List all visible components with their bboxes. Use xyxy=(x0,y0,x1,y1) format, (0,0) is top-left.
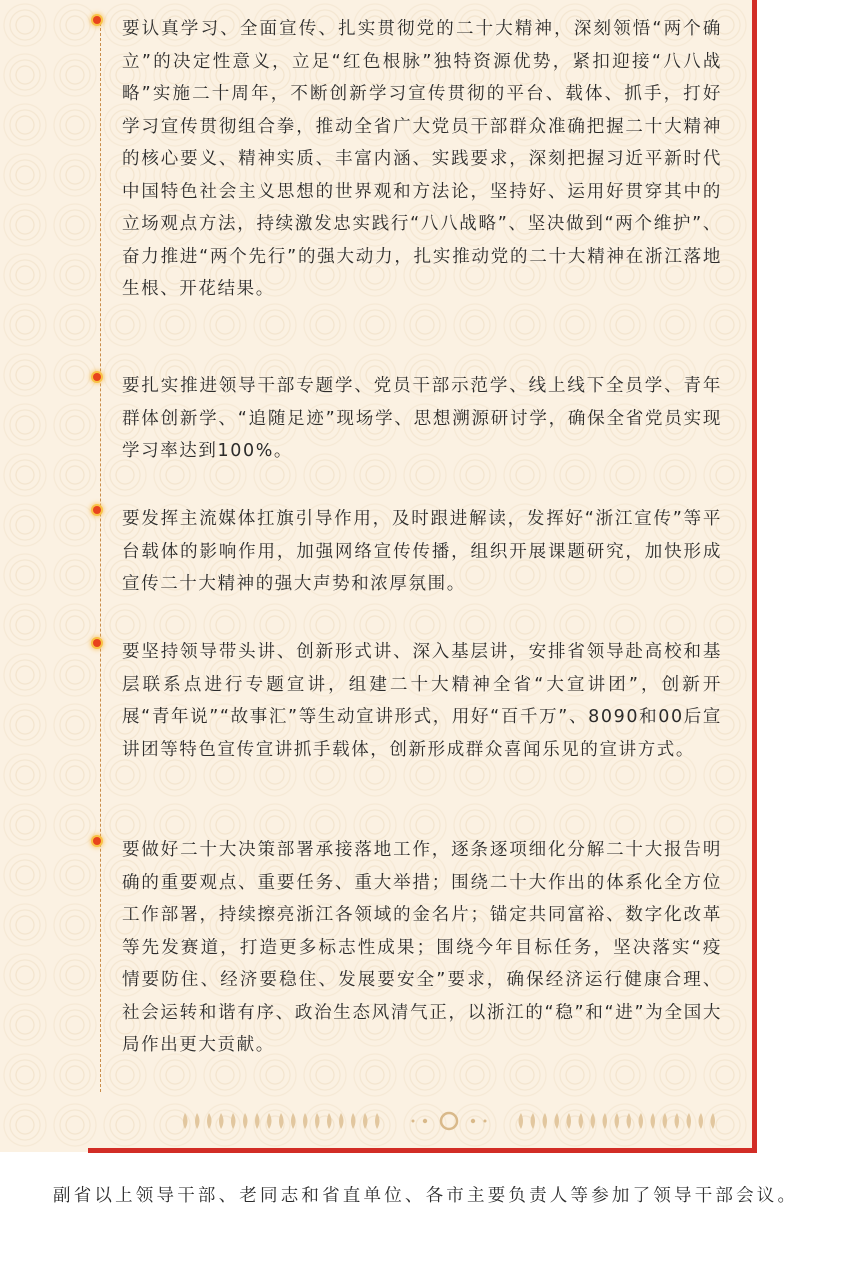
item-text: 要扎实推进领导干部专题学、党员干部示范学、线上线下全员学、青年群体创新学、“追随足迹”现场学、思想溯源研讨学，确保全省党员实现学习率达到100%。 xyxy=(122,376,722,461)
card-border-right xyxy=(752,0,757,1152)
list-item xyxy=(122,13,722,306)
item-text: 要做好二十大决策部署承接落地工作，逐条逐项细化分解二十大报告明确的重要观点、重要任务、重大举措；围绕二十大作出的体系化全方位工作部署，持续擦亮浙江各领域的金名片；锚定共同富裕、数字化改革等先发赛道，打造更多标志性成果；围绕今年目标任务，坚决落实“疫情要防住、经济要稳住、发展要安全”要求，确保经济运行健康合理、社会运转和谐有序、政治生态风清气正，以浙江的“稳”和“进”为全国大局作出更大贡献。 xyxy=(122,840,722,1055)
ornament-divider-icon xyxy=(175,1103,723,1139)
card-border-bottom xyxy=(88,1148,757,1153)
bullet-dot-icon xyxy=(93,16,101,24)
list-item xyxy=(122,834,722,1062)
item-text: 要发挥主流媒体扛旗引导作用，及时跟进解读，发挥好“浙江宣传”等平台载体的影响作用，加强网络宣传传播，组织开展课题研究，加快形成宣传二十大精神的强大声势和浓厚氛围。 xyxy=(122,509,722,594)
bullet-dot-icon xyxy=(93,506,101,514)
bullet-dot-icon xyxy=(93,373,101,381)
timeline-line xyxy=(100,18,101,1092)
list-item xyxy=(122,503,722,601)
footer-paragraph: 副省以上领导干部、老同志和省直单位、各市主要负责人等参加了领导干部会议。 xyxy=(53,1186,799,1206)
item-text: 要认真学习、全面宣传、扎实贯彻党的二十大精神，深刻领悟“两个确立”的决定性意义，立足“红色根脉”独特资源优势，紧扣迎接“八八战略”实施二十周年，不断创新学习宣传贯彻的平台、载体、抓手，打好学习宣传贯彻组合拳，推动全省广大党员干部群众准确把握二十大精神的核心要义、精神实质、丰富内涵、实践要求，深刻把握习近平新时代中国特色社会主义思想的世界观和方法论，坚持好、运用好贯穿其中的立场观点方法，持续激发忠实践行“八八战略”、坚决做到“两个维护”、奋力推进“两个先行”的强大动力，扎实推动党的二十大精神在浙江落地生根、开花结果。 xyxy=(122,19,722,299)
list-item xyxy=(122,370,722,468)
item-text: 要坚持领导带头讲、创新形式讲、深入基层讲，安排省领导赴高校和基层联系点进行专题宣讲，组建二十大精神全省“大宣讲团”，创新开展“青年说”“故事汇”等生动宣讲形式，用好“百千万”、8090和00后宣讲团等特色宣传宣讲抓手载体，创新形成群众喜闻乐见的宣讲方式。 xyxy=(122,642,722,760)
bullet-dot-icon xyxy=(93,639,101,647)
bullet-dot-icon xyxy=(93,837,101,845)
list-item xyxy=(122,636,722,766)
